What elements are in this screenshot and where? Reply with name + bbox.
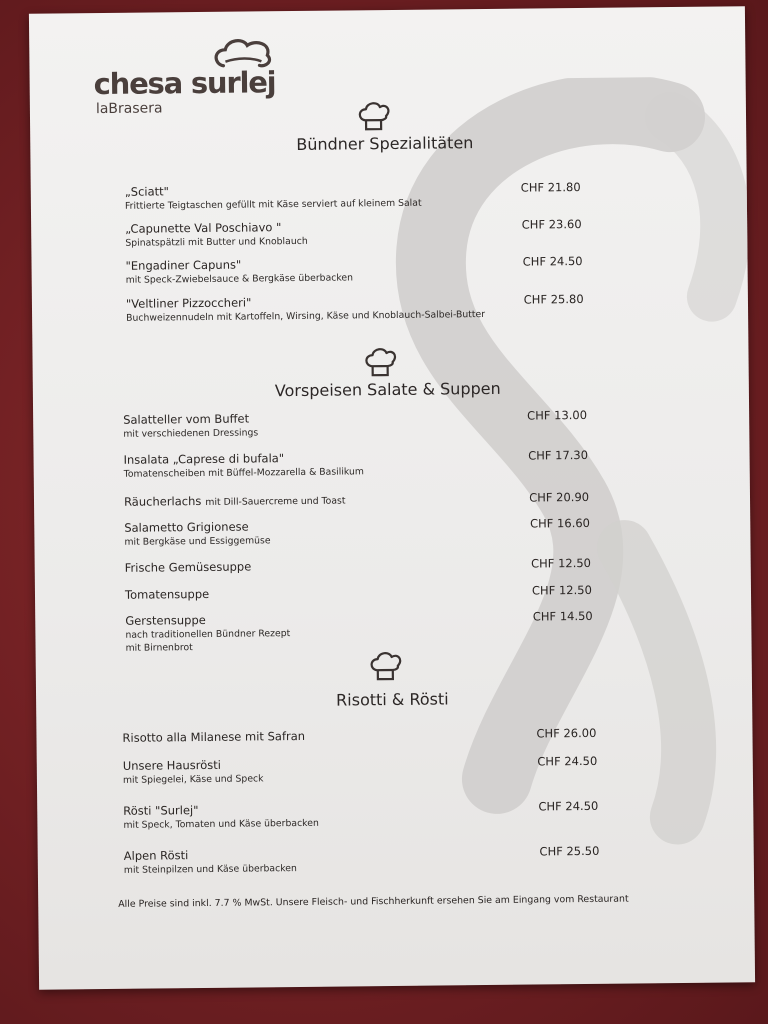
dish-name-text: Risotto alla Milanese mit Safran (122, 728, 306, 745)
dish-name-text: „Capunette Val Poschiavo " (125, 220, 282, 236)
dish-price: CHF 21.80 (520, 180, 581, 195)
dish-name (123, 411, 249, 426)
dish-name (122, 729, 305, 745)
dish-description: mit Steinpilzen und Käse überbacken (123, 863, 297, 876)
brand-name: chesa surlej (93, 65, 276, 102)
dish-description: mit Spiegelei, Käse und Speck (122, 773, 264, 786)
dish-price: CHF 20.90 (529, 489, 590, 505)
dish-name-text: Rösti "Surlej" (123, 803, 199, 818)
dish-name (125, 613, 206, 628)
dish-price: CHF 24.50 (538, 798, 599, 814)
dish-name (124, 848, 189, 863)
section-title: Risotti & Rösti (336, 689, 449, 710)
dish-name (125, 559, 252, 574)
dish-price: CHF 24.50 (537, 753, 598, 769)
dish-name (123, 758, 221, 773)
dish-description: Frittierte Teigtaschen gefüllt mit Käse serviert auf kleinem Salat (124, 197, 422, 212)
dish-name-text: Salametto Grigionese (124, 519, 249, 535)
dish-name (123, 803, 198, 818)
dish-name (125, 184, 169, 198)
dish-name (124, 492, 346, 508)
dish-price: CHF 12.50 (531, 555, 592, 571)
dish-description: mit Speck-Zwiebelsauce & Bergkäse überbacken (125, 272, 354, 286)
dish-name-text: "Engadiner Capuns" (125, 257, 242, 273)
dish-name-text: Tomatensuppe (124, 586, 210, 602)
dish-description: Tomatenscheiben mit Büffel-Mozzarella & Basilikum (123, 466, 365, 480)
dish-name-text: Gerstensuppe (125, 612, 206, 628)
dish-description: mit Bergkäse und Essiggemüse (124, 535, 271, 548)
dish-price: CHF 25.50 (539, 843, 600, 859)
dish-description: mit Speck, Tomaten und Käse überbacken (123, 817, 319, 831)
section-title: Vorspeisen Salate & Suppen (274, 378, 501, 401)
section-title: Bündner Spezialitäten (296, 133, 474, 154)
dish-name-text: Insalata „Caprese di bufala" (123, 451, 285, 467)
brand-logo (93, 37, 304, 119)
price-footnote: Alle Preise sind inkl. 7.7 % MwSt. Unsere Fleisch- und Fischherkunft ersehen Sie am Eingang vom Restaurant (118, 893, 629, 910)
dish-description: Buchweizennudeln mit Kartoffeln, Wirsing, Käse und Knoblauch-Salbei-Butter (126, 309, 486, 324)
dish-price: CHF 26.00 (536, 725, 597, 741)
menu-sheet (29, 6, 755, 989)
dish-name-text: Unsere Hausrösti (122, 757, 222, 773)
dish-price: CHF 16.60 (529, 515, 591, 531)
dish-price: CHF 13.00 (527, 407, 588, 423)
dish-description: nach traditionellen Bündner Rezept (125, 628, 291, 641)
dish-name (126, 295, 252, 310)
chef-hat-icon (356, 98, 390, 132)
dish-price: CHF 17.30 (528, 447, 589, 463)
dish-name (124, 451, 285, 467)
dish-name-text: Alpen Rösti (123, 848, 189, 863)
dish-name-text: "Veltliner Pizzoccheri" (125, 295, 252, 311)
dish-name-text: Räucherlachs (123, 493, 202, 509)
dish-description: Spinatspätzli mit Butter und Knoblauch (125, 235, 308, 249)
dish-price: CHF 14.50 (532, 608, 593, 624)
dish-name (125, 587, 209, 602)
dish-name-text: Salatteller vom Buffet (123, 411, 250, 427)
dish-price: CHF 12.50 (531, 582, 592, 598)
dish-price: CHF 24.50 (522, 253, 583, 269)
dish-name (125, 258, 241, 273)
chef-hat-icon (368, 648, 402, 682)
dish-price: CHF 23.60 (521, 216, 582, 232)
dish-name-text: „Sciatt" (124, 184, 169, 199)
dish-name (125, 220, 281, 236)
dish-description: mit Birnenbrot (125, 642, 193, 654)
dish-name (124, 520, 249, 535)
dish-price: CHF 25.80 (523, 291, 584, 307)
brand-subtitle: laBrasera (95, 100, 163, 118)
dish-name-text: Frische Gemüsesuppe (124, 559, 252, 575)
dish-description: mit verschiedenen Dressings (123, 427, 259, 440)
chef-hat-icon (362, 344, 396, 378)
dish-inline-description: mit Dill-Sauercreme und Toast (205, 495, 346, 508)
